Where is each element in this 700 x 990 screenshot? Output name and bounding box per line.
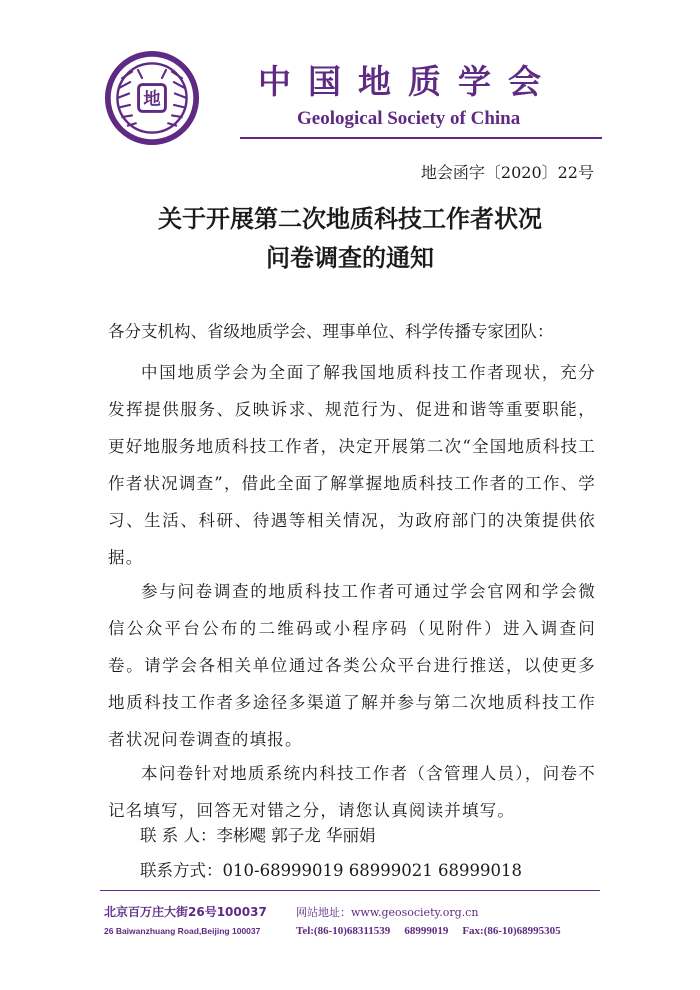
body-paragraph-1: 中国地质学会为全面了解我国地质科技工作者现状，充分发挥提供服务、反映诉求、规范行为、促进和谐等重要职能，更好地服务地质科技工作者，决定开展第二次“全国地质科技工作者状况调查”，借此全面了解掌握地质科技工作者的工作、学习、生活、科研、待遇等相关情况，为政府部门的决策提供依据。 bbox=[108, 363, 596, 567]
document-number: 地会函字〔2020〕22号 bbox=[420, 163, 594, 182]
footer-tel-2: 68999019 bbox=[404, 925, 449, 937]
contact-people bbox=[140, 822, 376, 846]
footer-address-en: 26 Baiwanzhuang Road,Beijing 100037 bbox=[104, 926, 261, 936]
logo-character: 地 bbox=[143, 89, 161, 110]
contact-people-names: 李彬飔 郭子龙 华丽娟 bbox=[216, 826, 376, 845]
society-logo bbox=[104, 50, 200, 146]
document-title bbox=[0, 200, 700, 278]
footer-contact-numbers bbox=[296, 925, 575, 937]
org-name-english: Geological Society of China bbox=[297, 108, 521, 129]
footer-website: 网站地址：www.geosociety.org.cn bbox=[296, 906, 479, 919]
contact-phone-label: 联系方式： bbox=[140, 861, 223, 880]
addressee: 各分支机构、省级地质学会、理事单位、科学传播专家团队： bbox=[108, 322, 554, 341]
header-divider bbox=[240, 137, 602, 139]
contact-phone bbox=[140, 857, 522, 881]
title-line-1: 关于开展第二次地质科技工作者状况 bbox=[158, 205, 542, 233]
footer-tel: Tel:(86-10)68311539 bbox=[296, 925, 391, 937]
footer-divider bbox=[100, 890, 600, 891]
contact-phone-numbers: 010-68999019 68999021 68999018 bbox=[222, 861, 523, 880]
footer-fax: Fax:(86-10)68995305 bbox=[462, 925, 561, 937]
title-line-2: 问卷调查的通知 bbox=[266, 244, 434, 272]
footer-address-cn: 北京百万庄大街26号100037 bbox=[104, 905, 267, 919]
contact-people-label: 联 系 人： bbox=[140, 826, 217, 845]
body-paragraph-2: 参与问卷调查的地质科技工作者可通过学会官网和学会微信公众平台公布的二维码或小程序码（见附件）进入调查问卷。请学会各相关单位通过各类公众平台进行推送，以使更多地质科技工作者多途径多渠道了解并参与第二次地质科技工作者状况问卷调查的填报。 bbox=[108, 582, 596, 749]
org-name-chinese: 中国地质学会 bbox=[258, 62, 558, 101]
body-paragraph-3: 本问卷针对地质系统内科技工作者（含管理人员），问卷不记名填写，回答无对错之分，请您认真阅读并填写。 bbox=[108, 764, 596, 820]
